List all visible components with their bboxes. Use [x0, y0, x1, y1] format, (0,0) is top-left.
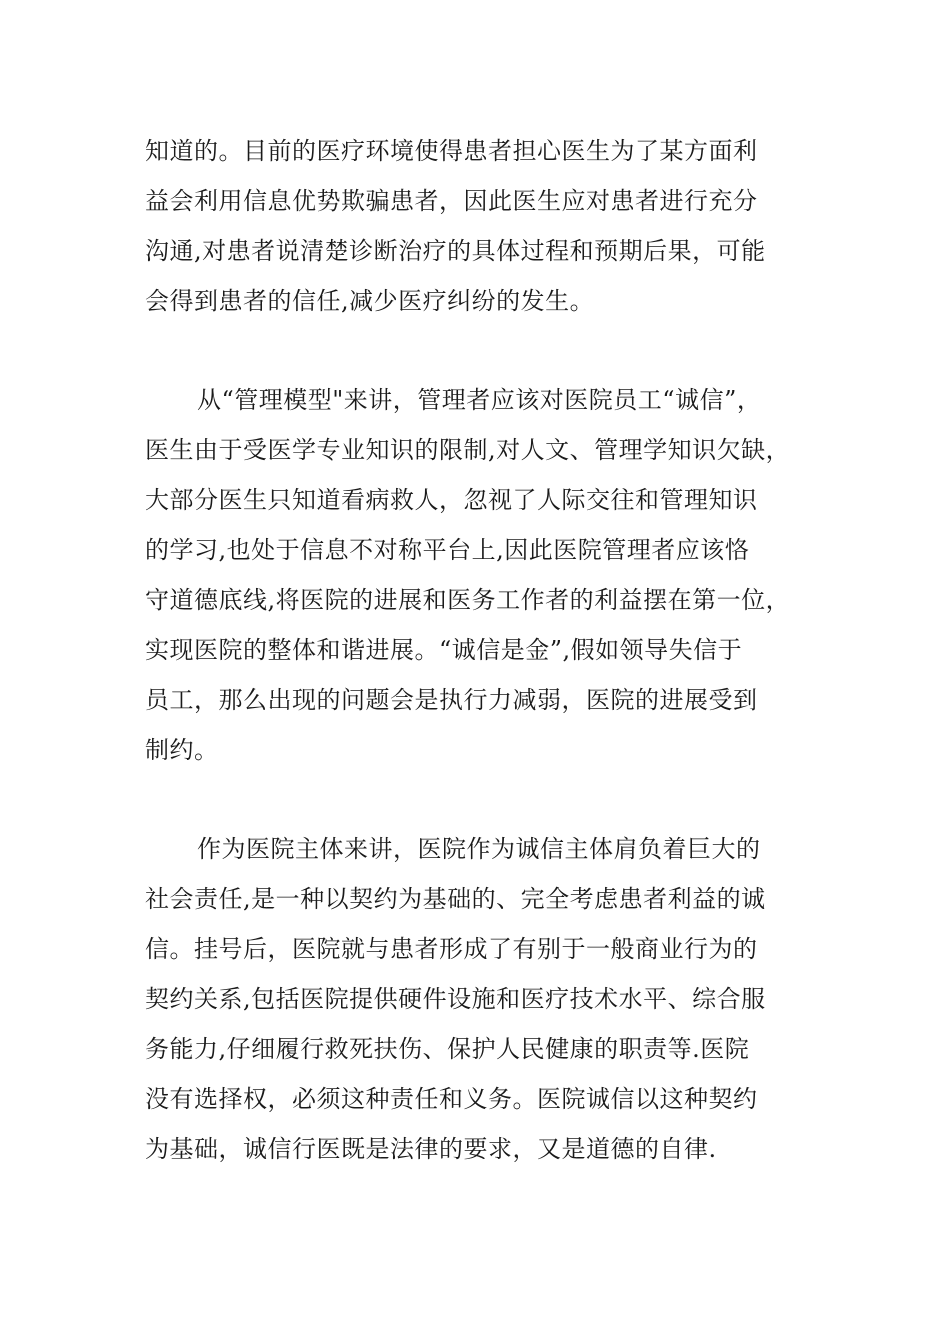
paragraph-line: 契约关系,包括医院提供硬件设施和医疗技术水平、综合服: [145, 985, 766, 1013]
paragraph-line: 社会责任,是一种以契约为基础的、完全考虑患者利益的诚: [145, 885, 766, 913]
paragraph-line: 医生由于受医学专业知识的限制,对人文、管理学知识欠缺，: [145, 436, 791, 464]
paragraph-line: 员工，那么出现的问题会是执行力减弱，医院的进展受到: [145, 686, 758, 714]
paragraph-line: 没有选择权，必须这种责任和义务。医院诚信以这种契约: [145, 1085, 758, 1113]
paragraph-line: 作为医院主体来讲，医院作为诚信主体肩负着巨大的: [197, 835, 761, 863]
paragraph-line: 实现医院的整体和谐进展。“诚信是金”,假如领导失信于: [145, 636, 743, 664]
paragraph-line: 从“管理模型"来讲，管理者应该对医院员工“诚信”，: [197, 386, 762, 414]
paragraph-line: 为基础，诚信行医既是法律的要求，又是道德的自律.: [145, 1135, 717, 1163]
paragraph-line: 沟通,对患者说清楚诊断治疗的具体过程和预期后果，可能: [145, 237, 766, 265]
paragraph-line: 守道德底线,将医院的进展和医务工作者的利益摆在第一位，: [145, 586, 791, 614]
paragraph-line: 会得到患者的信任,减少医疗纠纷的发生。: [145, 287, 595, 315]
paragraph-line: 信。挂号后，医院就与患者形成了有别于一般商业行为的: [145, 935, 758, 963]
paragraph-line: 大部分医生只知道看病救人，忽视了人际交往和管理知识: [145, 486, 758, 514]
paragraph-line: 知道的。目前的医疗环境使得患者担心医生为了某方面利: [145, 137, 758, 165]
paragraph-line: 益会利用信息优势欺骗患者，因此医生应对患者进行充分: [145, 187, 758, 215]
paragraph-line: 务能力,仔细履行救死扶伤、保护人民健康的职责等.医院: [145, 1035, 750, 1063]
paragraph-line: 的学习,也处于信息不对称平台上,因此医院管理者应该恪: [145, 536, 750, 564]
paragraph-line: 制约。: [145, 736, 219, 764]
